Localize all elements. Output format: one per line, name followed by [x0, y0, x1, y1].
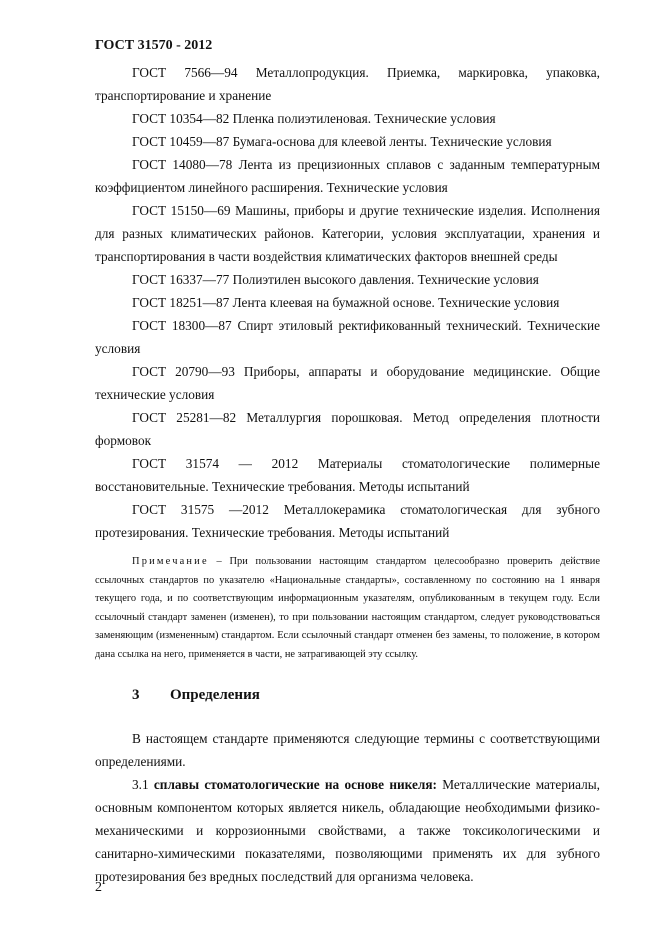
- reference-item: [95, 406, 600, 452]
- reference-item: [95, 291, 600, 314]
- reference-code: ГОСТ 15150—69: [132, 203, 231, 218]
- reference-title: Полиэтилен высокого давления. Технические условия: [232, 272, 539, 287]
- normative-references-list: [95, 61, 600, 544]
- reference-title: Пленка полиэтиленовая. Технические условия: [232, 111, 496, 126]
- reference-code: ГОСТ 31575 —2012: [132, 502, 269, 517]
- reference-code: ГОСТ 18300—87: [132, 318, 232, 333]
- reference-code: ГОСТ 10354—82: [132, 111, 230, 126]
- reference-item: [95, 130, 600, 153]
- reference-item: [95, 268, 600, 291]
- reference-item: [95, 314, 600, 360]
- page-number: 2: [95, 880, 102, 895]
- definition-term: сплавы стоматологические на основе никеля:: [153, 777, 437, 792]
- definition-3-1: [95, 773, 600, 888]
- definition-text: Металлические материалы, основным компонентом которых является никель, обладающие необходимыми физико-механическими и коррозионными свойствами, а также токсикологическими и санитарно-химическими показателями, позволяющими применять их для зубного протезирования без вредных последствий для организма человека.: [95, 777, 601, 884]
- reference-title: Лента клеевая на бумажной основе. Технические условия: [232, 295, 560, 310]
- document-header: ГОСТ 31570 - 2012: [95, 38, 213, 53]
- reference-title: Металлокерамика стоматологическая для зубного протезирования. Технические требования. Методы испытаний: [95, 502, 600, 540]
- reference-item: [95, 199, 600, 268]
- note-label: Примечание: [132, 556, 209, 567]
- reference-code: ГОСТ 18251—87: [132, 295, 230, 310]
- definition-number: 3.1: [132, 777, 149, 792]
- reference-title: Лента из прецизионных сплавов с заданным температурным коэффициентом линейного расширения. Технические условия: [95, 157, 600, 195]
- section-title: Определения: [170, 687, 260, 703]
- reference-code: ГОСТ 7566—94: [132, 65, 238, 80]
- section-intro: В настоящем стандарте применяются следующие термины с соответствующими определениями.: [95, 731, 600, 769]
- reference-item: [95, 498, 600, 544]
- reference-code: ГОСТ 25281—82: [132, 410, 237, 425]
- reference-code: ГОСТ 20790—93: [132, 364, 235, 379]
- section-heading: [132, 683, 600, 707]
- reference-title: Спирт этиловый ректификованный технический. Технические условия: [95, 318, 601, 356]
- reference-code: ГОСТ 14080—78: [132, 157, 233, 172]
- note-text: – При пользовании настоящим стандартом целесообразно проверить действие ссылочных стандартов по указателю «Национальные стандарты», составленному по состоянию на 1 января текущего года, и по соответствующим информационным указателям, опубликованным в текущем году. Если ссылочный стандарт заменен (изменен), то при пользовании настоящим стандартом, следует руководствоваться заменяющим (измененным) стандартом. Если ссылочный стандарт отменен без замены, то положение, в котором дана ссылка на него, применяется в части, не затрагивающей эту ссылку.: [95, 556, 600, 660]
- reference-item: [95, 360, 600, 406]
- document-body: [95, 61, 600, 888]
- reference-code: ГОСТ 10459—87: [132, 134, 230, 149]
- reference-item: [95, 452, 600, 498]
- reference-item: [95, 61, 600, 107]
- reference-title: Машины, приборы и другие технические изделия. Исполнения для разных климатических районов. Категории, условия эксплуатации, хранения и транспортирования в части воздействия климатических факторов внешней среды: [95, 203, 600, 264]
- section-number: 3: [132, 687, 140, 703]
- note-paragraph: [95, 553, 600, 664]
- reference-title: Металлургия порошковая. Метод определения плотности формовок: [95, 410, 600, 448]
- reference-title: Материалы стоматологические полимерные восстановительные. Технические требования. Методы испытаний: [95, 456, 601, 494]
- reference-title: Металлопродукция. Приемка, маркировка, упаковка, транспортирование и хранение: [95, 65, 601, 103]
- reference-title: Приборы, аппараты и оборудование медицинские. Общие технические условия: [95, 364, 600, 402]
- reference-item: [95, 107, 600, 130]
- reference-code: ГОСТ 31574 — 2012: [132, 456, 299, 471]
- reference-code: ГОСТ 16337—77: [132, 272, 230, 287]
- reference-title: Бумага-основа для клеевой ленты. Технические условия: [232, 134, 552, 149]
- reference-item: [95, 153, 600, 199]
